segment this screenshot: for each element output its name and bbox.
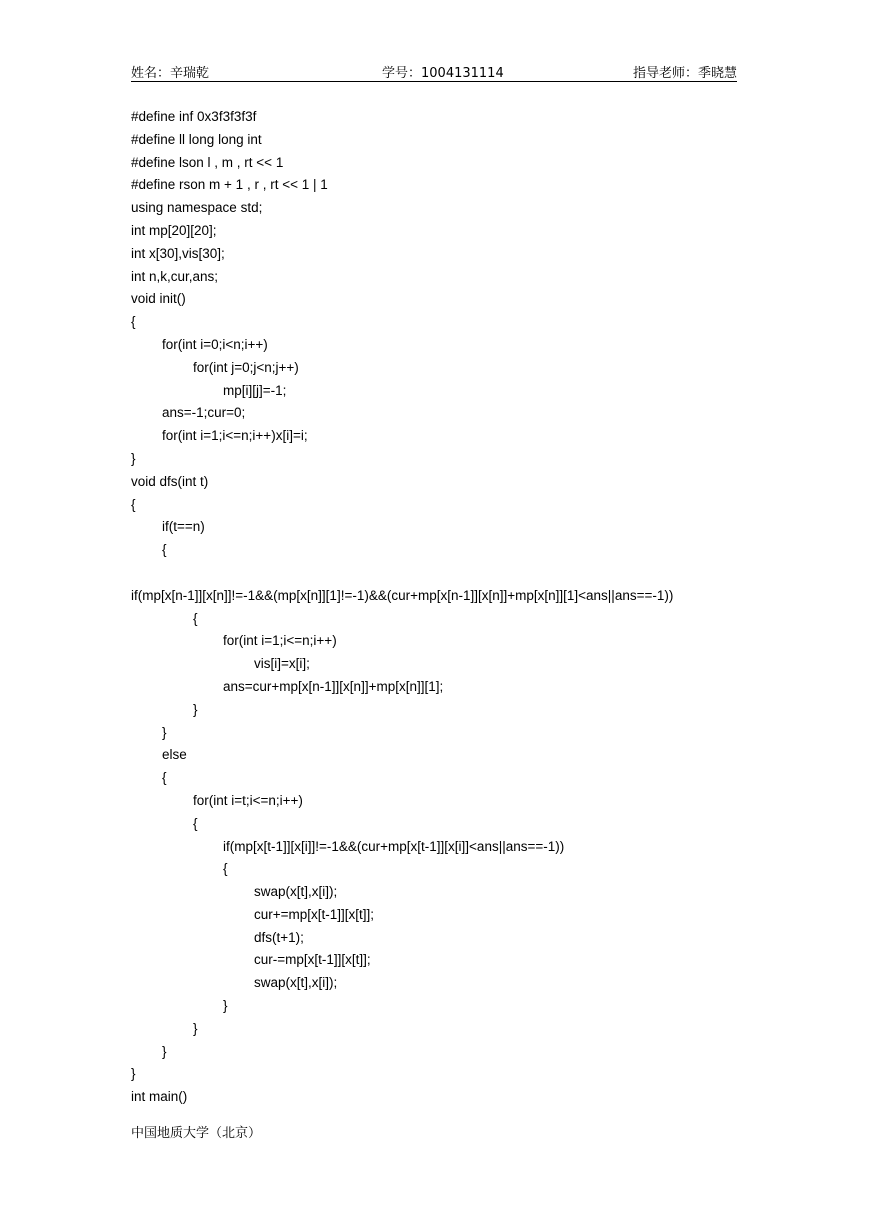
code-line: for(int i=0;i<n;i++) <box>162 336 268 352</box>
code-line: mp[i][j]=-1; <box>223 382 287 398</box>
code-line: int x[30],vis[30]; <box>131 245 225 261</box>
code-line: { <box>162 542 167 558</box>
code-line: } <box>193 1020 198 1036</box>
code-line: if(t==n) <box>162 519 205 535</box>
code-listing <box>131 106 751 1109</box>
code-line: #define rson m + 1 , r , rt << 1 | 1 <box>131 177 328 193</box>
code-line: } <box>162 724 167 740</box>
code-line: dfs(t+1); <box>254 929 304 945</box>
code-line: } <box>131 1066 136 1082</box>
code-line: ans=-1;cur=0; <box>162 405 246 421</box>
code-line: cur-=mp[x[t-1]][x[t]]; <box>254 952 371 968</box>
code-line: else <box>162 747 187 763</box>
code-line: using namespace std; <box>131 200 263 216</box>
advisor-name: 指导老师：季晓慧 <box>632 66 737 81</box>
code-line: { <box>193 610 198 626</box>
code-line: } <box>223 998 228 1014</box>
header-rule <box>131 81 737 82</box>
code-line: { <box>131 314 136 330</box>
code-line: { <box>223 861 228 877</box>
code-line: #define inf 0x3f3f3f3f <box>131 109 257 124</box>
code-line: swap(x[t],x[i]); <box>254 884 338 900</box>
code-line: } <box>193 701 198 717</box>
code-line: { <box>162 770 167 786</box>
code-line: if(mp[x[n-1]][x[n]]!=-1&&(mp[x[n]][1]!=-1)&&(cur+mp[x[n-1]][x[n]]+mp[x[n]][1]<ans||ans==-1)) <box>131 587 674 603</box>
code-line: void dfs(int t) <box>131 473 209 489</box>
code-line: { <box>193 815 198 831</box>
code-line: int n,k,cur,ans; <box>131 268 219 284</box>
code-line <box>131 562 751 585</box>
code-line: for(int i=1;i<=n;i++) <box>223 633 337 649</box>
code-line: { <box>131 496 136 512</box>
code-line: for(int i=1;i<=n;i++)x[i]=i; <box>162 428 308 444</box>
code-line: if(mp[x[t-1]][x[i]]!=-1&&(cur+mp[x[t-1]][x[i]]<ans||ans==-1)) <box>223 838 565 854</box>
code-line: void init() <box>131 291 186 307</box>
code-line: #define lson l , m , rt << 1 <box>131 154 284 170</box>
code-line: } <box>131 450 136 466</box>
code-line: #define ll long long int <box>131 131 262 147</box>
code-line: vis[i]=x[i]; <box>254 656 310 672</box>
code-line: int main() <box>131 1089 188 1105</box>
page-footer: 中国地质大学（北京） <box>131 1126 262 1141</box>
page-header <box>131 62 737 80</box>
code-line: for(int j=0;j<n;j++) <box>193 359 299 375</box>
code-line: swap(x[t],x[i]); <box>254 975 338 991</box>
student-name: 姓名：辛瑞乾 <box>131 66 210 81</box>
code-line: for(int i=t;i<=n;i++) <box>193 792 303 808</box>
student-id: 学号：1004131114 <box>382 66 504 81</box>
code-line: ans=cur+mp[x[n-1]][x[n]]+mp[x[n]][1]; <box>223 678 444 694</box>
code-line: int mp[20][20]; <box>131 222 217 238</box>
code-line: cur+=mp[x[t-1]][x[t]]; <box>254 906 375 922</box>
code-line: } <box>162 1043 167 1059</box>
